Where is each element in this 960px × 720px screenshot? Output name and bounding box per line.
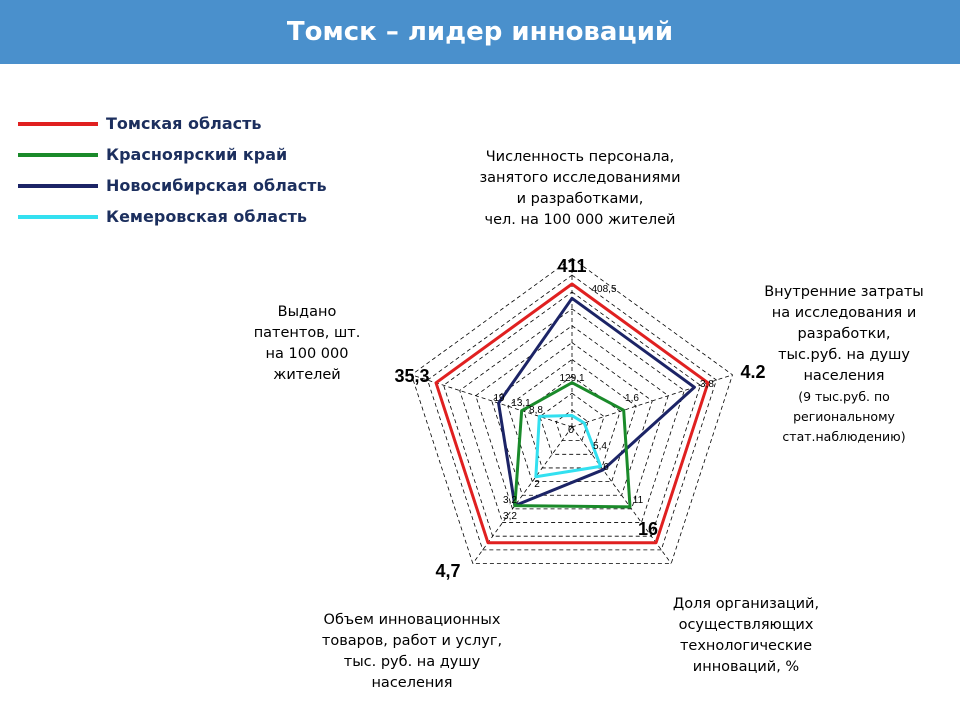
data-label: 8,8: [529, 405, 543, 416]
data-label: 5,4: [593, 441, 607, 452]
axis-label-line: инноваций, %: [692, 659, 800, 675]
series-line: [515, 383, 630, 507]
axis-label-line: тыс. руб. на душу: [343, 654, 481, 670]
axis-max-label: 411: [557, 256, 587, 276]
axis-label-line: на 100 000: [265, 346, 349, 362]
data-label: 11: [632, 495, 644, 506]
axis-label-line: чел. на 100 000 жителей: [484, 212, 676, 228]
axis-max-label: 4,7: [435, 561, 461, 581]
axis-label-note: региональному: [793, 409, 895, 424]
axis-label-line: осуществляющих: [678, 617, 814, 633]
legend-label: Красноярский край: [106, 145, 288, 164]
legend-label: Новосибирская область: [106, 176, 327, 195]
page-title: Томск – лидер инноваций: [0, 0, 960, 64]
data-label: 2: [534, 479, 540, 490]
axis-label-line: Численность персонала,: [485, 149, 675, 165]
axis-label-line: населения: [803, 368, 885, 384]
axis-label-line: товаров, работ и услуг,: [321, 633, 503, 649]
axis-label-note: (9 тыс.руб. по: [798, 389, 890, 404]
axis-label-line: разработки,: [797, 326, 891, 342]
axis-label-line: Объем инновационных: [323, 612, 501, 628]
axis-label-line: Внутренние затраты: [764, 284, 924, 300]
legend-label: Кемеровская область: [106, 207, 307, 226]
axis-label-line: Выдано: [277, 304, 337, 320]
data-label: 6: [603, 462, 609, 473]
data-label: 408,5: [591, 284, 617, 295]
data-label: 3,2: [503, 511, 517, 522]
axis-label-note: стат.наблюдению): [782, 429, 906, 444]
data-label: 19: [493, 393, 505, 404]
center-label: 0: [567, 424, 575, 436]
legend-label: Томская область: [106, 114, 262, 133]
data-label: 3,8: [700, 379, 714, 390]
axis-label-line: патентов, шт.: [253, 325, 361, 341]
axis-label-line: тыс.руб. на душу: [778, 347, 910, 363]
axis-label-line: на исследования и: [771, 305, 917, 321]
axis-max-label: 35,3: [394, 366, 430, 386]
data-label: 129,1: [559, 373, 585, 384]
axis-label-line: жителей: [273, 367, 341, 383]
data-label: 13,1: [511, 398, 531, 409]
axis-label-line: и разработками,: [516, 191, 644, 207]
axis-label-line: технологические: [679, 638, 813, 654]
axis-label-line: Доля организаций,: [672, 596, 820, 612]
axis-label-line: занятого исследованиями: [479, 170, 681, 186]
axis-label-line: населения: [371, 675, 453, 691]
axis-max-label: 16: [637, 519, 659, 539]
data-label: 1,6: [625, 393, 639, 404]
axis-max-label: 4.2: [740, 362, 766, 382]
data-label: 3,2: [503, 495, 517, 506]
